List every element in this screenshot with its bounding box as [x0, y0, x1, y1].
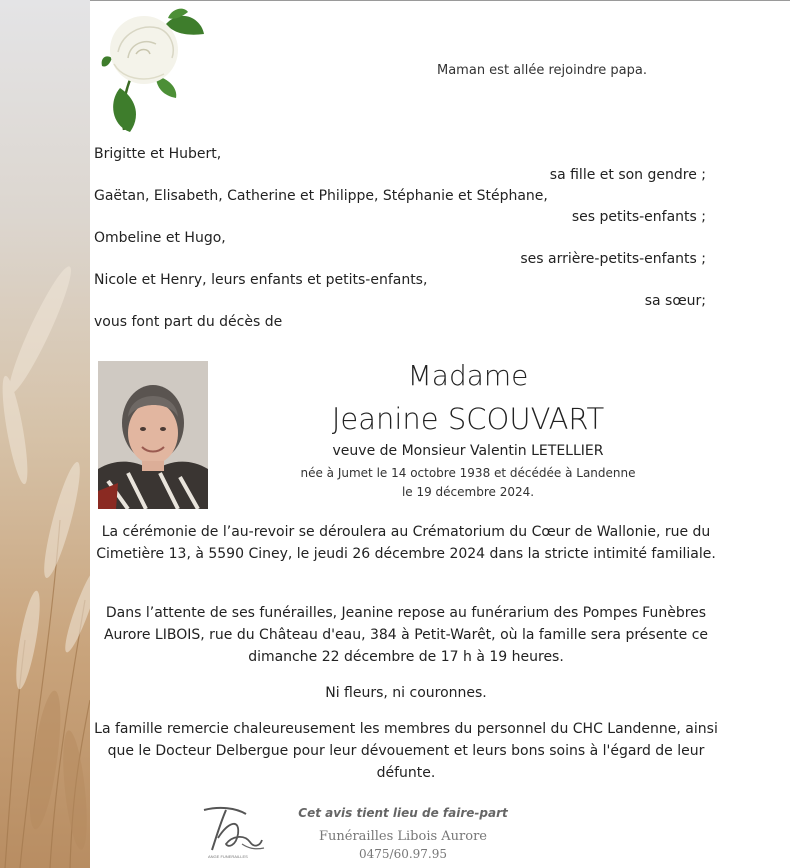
family-relation: ses petits-enfants ;: [571, 209, 706, 225]
announcement-intro: vous font part du décès de: [94, 314, 283, 330]
birth-death-line: née à Jumet le 14 octobre 1938 et décédée à Landenne: [300, 466, 636, 480]
death-date: le 19 décembre 2024.: [401, 485, 535, 499]
no-flowers-paragraph: Ni fleurs, ni couronnes.: [325, 685, 487, 701]
family-relation: sa fille et son gendre ;: [549, 167, 706, 183]
family-line: Gaëtan, Elisabeth, Catherine et Philippe, Stéphanie et Stéphane,: [94, 188, 548, 204]
funerarium-paragraph: Dans l’attente de ses funérailles, Jeanine repose au funérarium des Pompes Funèbres Aurore LIBOIS, rue du Château d'eau, 384 à Petit-Warêt, où la famille sera présente ce dimanche 22 décembre de 17 h à 19 heures.: [103, 605, 709, 665]
funeral-logo-icon: [198, 804, 268, 860]
opening-quote: Maman est allée rejoindre papa.: [437, 63, 647, 78]
deceased-name: Jeanine SCOUVART: [331, 402, 605, 436]
company-name: Funérailles Libois Aurore: [318, 829, 487, 844]
deceased-portrait: [98, 361, 208, 509]
family-announcement: [94, 144, 706, 333]
family-line: Ombeline et Hugo,: [94, 230, 226, 246]
family-line: Brigitte et Hubert,: [94, 146, 222, 162]
top-divider: [90, 0, 790, 1]
family-relation: sa sœur;: [644, 293, 706, 309]
company-phone: 0475/60.97.95: [358, 847, 448, 861]
family-relation: ses arrière-petits-enfants ;: [520, 251, 706, 267]
pampas-grass-strip: [0, 0, 90, 868]
notice-text: Cet avis tient lieu de faire-part: [298, 806, 508, 820]
family-line: Nicole et Henry, leurs enfants et petits-enfants,: [94, 272, 428, 288]
ceremony-paragraph: La cérémonie de l’au-revoir se déroulera au Crématorium du Cœur de Wallonie, rue du Cimetière 13, à 5590 Ciney, le jeudi 26 décembre 2024 dans la stricte intimité familiale.: [96, 524, 716, 562]
logo-text: ANGE FUNERAILLES: [208, 854, 248, 859]
deceased-title: Madame: [407, 359, 529, 392]
thanks-paragraph: La famille remercie chaleureusement les membres du personnel du CHC Landenne, ainsi que le Docteur Delbergue pour leur dévouement et leurs bons soins à l'égard de leur défunte.: [94, 721, 718, 781]
widow-of: veuve de Monsieur Valentin LETELLIER: [332, 443, 604, 459]
white-rose-icon: [96, 6, 208, 132]
